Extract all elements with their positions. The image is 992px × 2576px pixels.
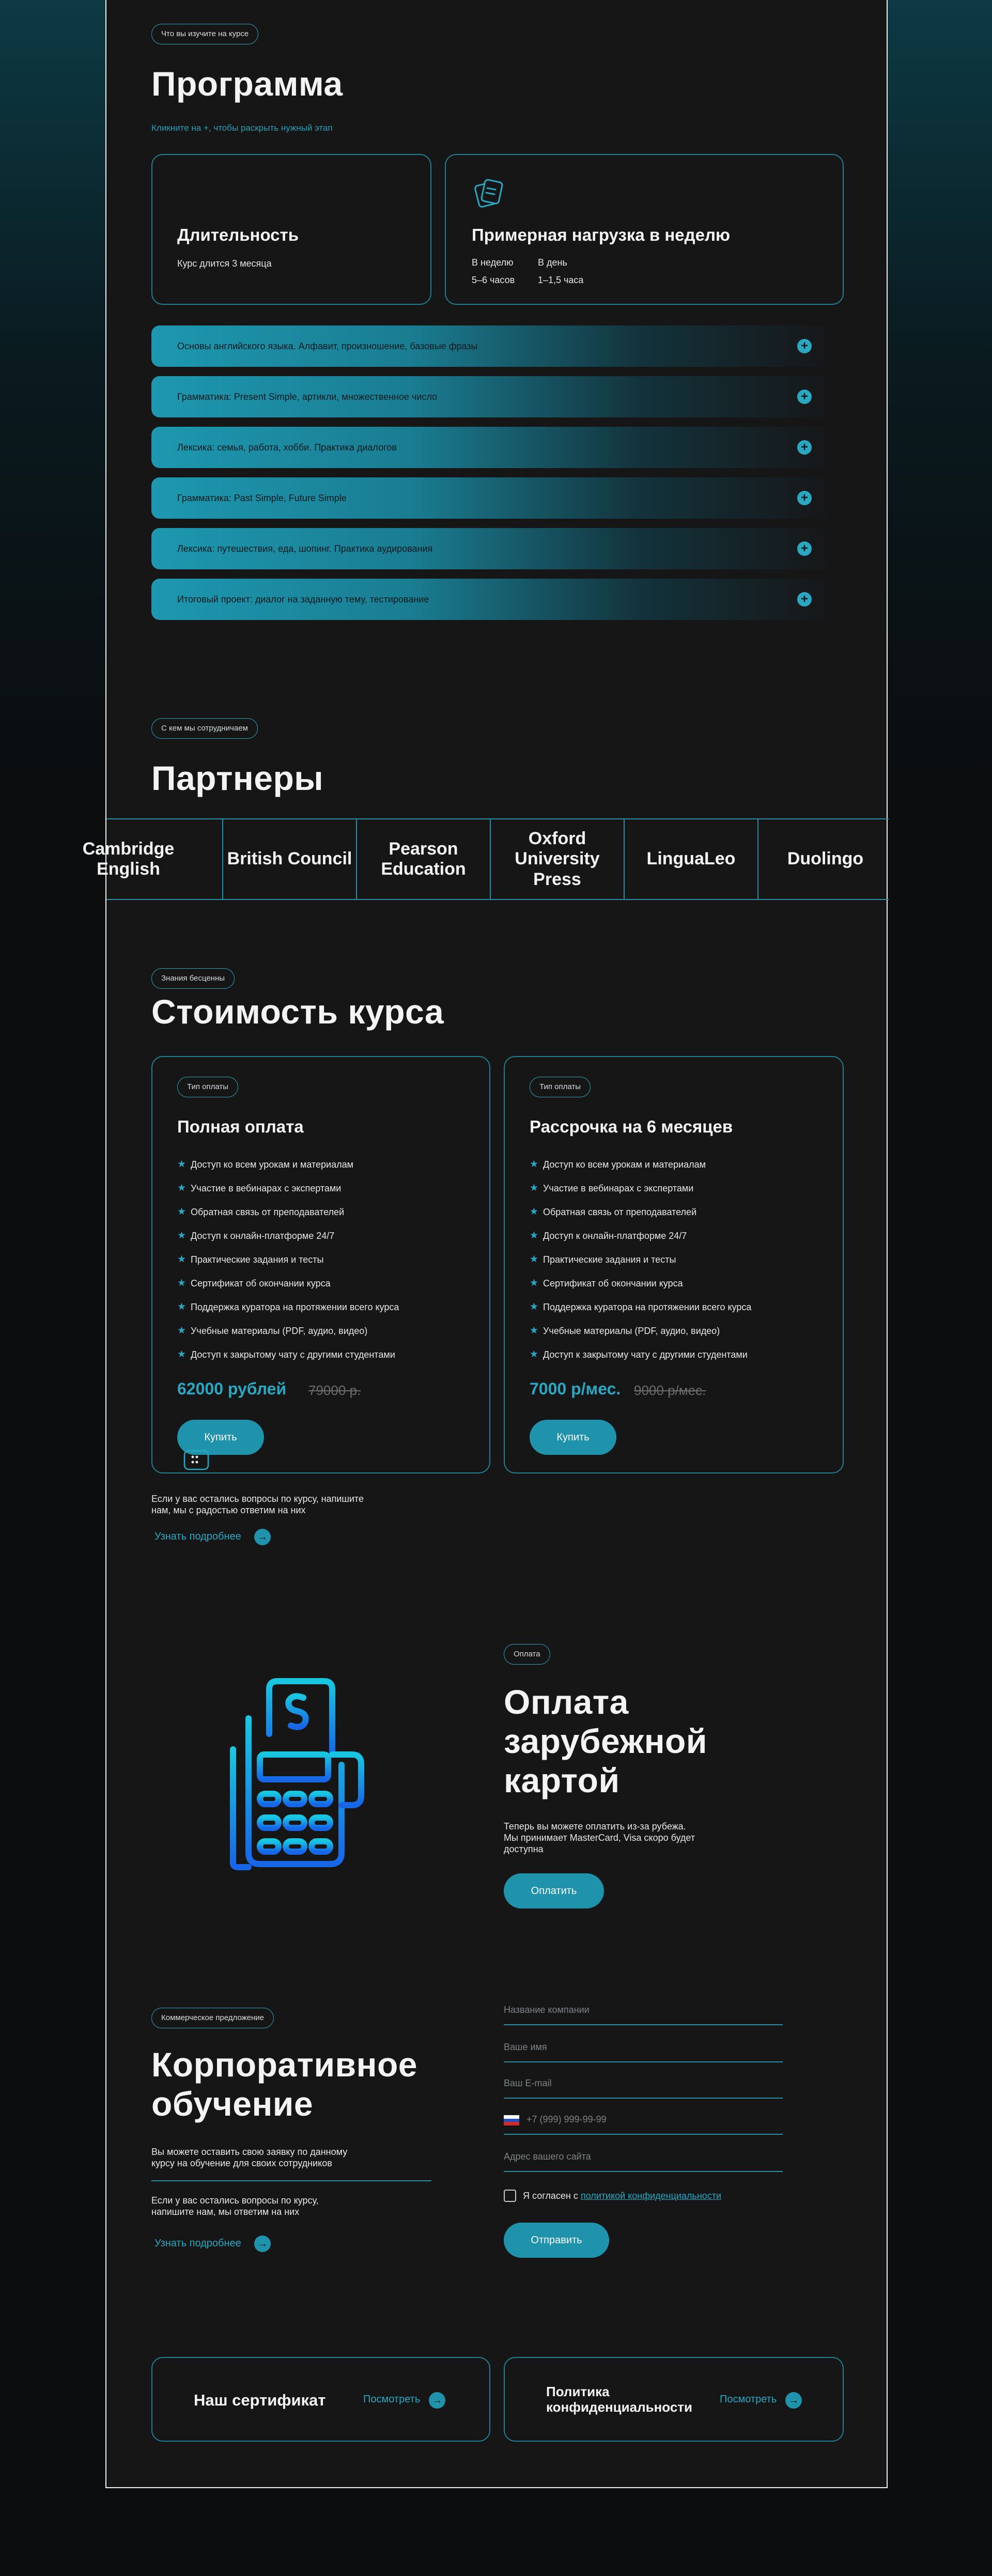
- plan-old-price: 79000 р.: [308, 1383, 361, 1398]
- load-week-value: 5–6 часов: [472, 275, 515, 285]
- plan-name: Полная оплата: [177, 1117, 304, 1136]
- submit-button[interactable]: Отправить: [504, 2223, 609, 2258]
- stage-1[interactable]: [151, 325, 833, 367]
- pricing-tag: Знания бесценны: [151, 968, 235, 989]
- partners-tag: С кем мы сотрудничаем: [151, 718, 258, 739]
- certificate-view-link[interactable]: Посмотреть: [363, 2394, 421, 2405]
- load-card: [445, 154, 844, 305]
- feature-item: ★ Поддержка куратора на протяжении всего курса: [177, 1301, 399, 1312]
- name-field[interactable]: [504, 2042, 783, 2062]
- feature-item: ★ Учебные материалы (PDF, аудио, видео): [530, 1325, 720, 1336]
- stage-label: Основы английского языка. Алфавит, произношение, базовые фразы: [177, 341, 478, 351]
- chat-icon: [182, 1450, 211, 1470]
- feature-item: ★ Сертификат об окончании курса: [177, 1278, 331, 1289]
- load-day-label: В день: [538, 257, 567, 268]
- arrow-right-icon[interactable]: →: [429, 2392, 445, 2409]
- partner-item: British Council: [223, 819, 357, 899]
- feature-item: ★ Обратная связь от преподавателей: [530, 1206, 697, 1217]
- plus-icon[interactable]: +: [797, 592, 812, 607]
- company-placeholder: Название компании: [504, 2005, 590, 2015]
- feature-item: ★ Учебные материалы (PDF, аудио, видео): [177, 1325, 368, 1336]
- feature-list: [530, 1158, 751, 1372]
- plan-price: 62000 рублей: [177, 1379, 287, 1398]
- russia-flag-icon[interactable]: [504, 2115, 519, 2125]
- corporate-question-text: Если у вас остались вопросы по курсу, напишите нам, мы ответим на них: [151, 2195, 319, 2217]
- star-icon: ★: [530, 1206, 539, 1217]
- plus-icon[interactable]: +: [797, 541, 812, 556]
- load-title: Примерная нагрузка в неделю: [472, 225, 731, 244]
- duration-title: Длительность: [177, 225, 299, 244]
- stage-label: Грамматика: Present Simple, артикли, множественное число: [177, 392, 438, 402]
- buy-button[interactable]: Купить: [530, 1420, 616, 1455]
- feature-item: ★ Доступ к закрытому чату с другими студентами: [177, 1349, 395, 1360]
- stage-label: Лексика: семья, работа, хобби. Практика диалогов: [177, 442, 397, 453]
- privacy-view-link[interactable]: Посмотреть: [720, 2394, 777, 2405]
- stage-3[interactable]: [151, 427, 833, 468]
- star-icon: ★: [177, 1301, 187, 1312]
- corporate-title: Корпоративное обучение: [151, 2045, 417, 2123]
- divider: [151, 2180, 431, 2181]
- star-icon: ★: [530, 1349, 539, 1360]
- partners-title: Партнеры: [151, 759, 324, 797]
- foreign-payment-text: Теперь вы можете оплатить из-за рубежа. Мы принимает MasterCard, Visa скоро будет доступна: [504, 1821, 695, 1854]
- foreign-payment-title: Оплата зарубежной картой: [504, 1683, 707, 1799]
- feature-item: ★ Доступ ко всем урокам и материалам: [177, 1159, 353, 1170]
- page-frame: [82, 0, 888, 2488]
- corporate-more-link[interactable]: Узнать подробнее: [154, 2238, 241, 2249]
- stage-label: Итоговый проект: диалог на заданную тему, тестирование: [177, 594, 429, 604]
- company-field[interactable]: [504, 2005, 783, 2025]
- phone-field[interactable]: [504, 2114, 783, 2135]
- plan-name: Рассрочка на 6 месяцев: [530, 1117, 733, 1136]
- partners-strip: [82, 818, 889, 900]
- feature-item: ★ Практические задания и тесты: [177, 1254, 324, 1265]
- privacy-policy-link[interactable]: политикой конфиденциальности: [580, 2191, 722, 2201]
- duration-card: [151, 154, 431, 305]
- load-week-label: В неделю: [472, 257, 514, 268]
- buy-button[interactable]: Купить: [177, 1420, 264, 1455]
- star-icon: ★: [530, 1278, 539, 1289]
- plus-icon[interactable]: +: [797, 390, 812, 404]
- star-icon: ★: [177, 1325, 187, 1336]
- program-title: Программа: [151, 65, 343, 103]
- privacy-title: Политика конфиденциальности: [546, 2384, 693, 2415]
- star-icon: ★: [530, 1183, 539, 1193]
- documents-icon: [472, 177, 506, 211]
- corporate-text: Вы можете оставить свою заявку по данному курсу на обучение для своих сотрудников: [151, 2147, 348, 2168]
- corporate-tag: Коммерческое предложение: [151, 2008, 274, 2028]
- arrow-right-icon[interactable]: →: [254, 1529, 271, 1545]
- name-placeholder: Ваше имя: [504, 2042, 547, 2052]
- feature-item: ★ Практические задания и тесты: [530, 1254, 676, 1265]
- stage-label: Грамматика: Past Simple, Future Simple: [177, 493, 347, 503]
- foreign-payment-tag: Оплата: [504, 1644, 550, 1665]
- phone-placeholder: +7 (999) 999-99-99: [526, 2114, 607, 2124]
- arrow-right-icon[interactable]: →: [254, 2236, 271, 2252]
- pay-button[interactable]: Оплатить: [504, 1873, 604, 1908]
- site-placeholder: Адрес вашего сайта: [504, 2151, 591, 2162]
- plus-icon[interactable]: +: [797, 339, 812, 353]
- feature-item: ★ Обратная связь от преподавателей: [177, 1206, 345, 1217]
- star-icon: ★: [530, 1301, 539, 1312]
- feature-list: [177, 1158, 399, 1372]
- stage-4[interactable]: [151, 477, 833, 519]
- partner-item: Pearson Education: [357, 819, 491, 899]
- load-day-value: 1–1,5 часа: [538, 275, 584, 285]
- partner-item: Cambridge English: [51, 819, 223, 899]
- star-icon: ★: [177, 1230, 187, 1241]
- star-icon: ★: [530, 1254, 539, 1265]
- star-icon: ★: [177, 1183, 187, 1193]
- consent-label: Я согласен с политикой конфиденциальности: [523, 2191, 722, 2201]
- consent-checkbox[interactable]: [504, 2190, 516, 2202]
- star-icon: ★: [177, 1278, 187, 1289]
- plus-icon[interactable]: +: [797, 440, 812, 455]
- pricing-question-text: Если у вас остались вопросы по курсу, напишите нам, мы с радостью ответим на них: [151, 1494, 364, 1515]
- email-field[interactable]: [504, 2078, 783, 2099]
- payment-terminal-icon: [202, 1677, 401, 1873]
- plus-icon[interactable]: +: [797, 491, 812, 505]
- email-placeholder: Ваш E-mail: [504, 2078, 552, 2088]
- partner-item: Oxford University Press: [491, 819, 625, 899]
- program-tag: Что вы изучите на курсе: [151, 24, 258, 44]
- duration-text: Курс длится 3 месяца: [177, 258, 272, 269]
- feature-item: ★ Доступ к онлайн-платформе 24/7: [177, 1230, 335, 1241]
- plan-old-price: 9000 р/мес.: [634, 1383, 706, 1398]
- star-icon: ★: [177, 1206, 187, 1217]
- site-field[interactable]: [504, 2151, 783, 2172]
- stage-5[interactable]: [151, 528, 833, 569]
- partner-item: Duolingo: [787, 849, 864, 869]
- star-icon: ★: [177, 1159, 187, 1170]
- star-icon: ★: [530, 1230, 539, 1241]
- feature-item: ★ Участие в вебинарах с экспертами: [530, 1183, 694, 1193]
- stage-6[interactable]: [151, 579, 833, 620]
- stage-label: Лексика: путешествия, еда, шопинг. Практика аудирования: [177, 544, 433, 554]
- feature-item: ★ Сертификат об окончании курса: [530, 1278, 683, 1289]
- feature-item: ★ Поддержка куратора на протяжении всего курса: [530, 1301, 752, 1312]
- partner-item: LinguaLeo: [625, 819, 758, 899]
- plan-card-installment: [504, 1056, 844, 1473]
- star-icon: ★: [177, 1254, 187, 1265]
- stage-2[interactable]: [151, 376, 833, 417]
- star-icon: ★: [530, 1159, 539, 1170]
- arrow-right-icon[interactable]: →: [785, 2392, 802, 2409]
- feature-item: ★ Доступ к закрытому чату с другими студентами: [530, 1349, 748, 1360]
- plan-type-tag: Тип оплаты: [530, 1077, 591, 1097]
- pricing-title: Стоимость курса: [151, 992, 444, 1031]
- certificate-card[interactable]: [151, 2357, 490, 2442]
- plan-type-tag: Тип оплаты: [177, 1077, 238, 1097]
- star-icon: ★: [177, 1349, 187, 1360]
- star-icon: ★: [530, 1325, 539, 1336]
- feature-item: ★ Доступ к онлайн-платформе 24/7: [530, 1230, 687, 1241]
- pricing-more-link[interactable]: Узнать подробнее: [154, 1531, 241, 1542]
- privacy-card[interactable]: [504, 2357, 844, 2442]
- plan-price: 7000 р/мес.: [530, 1379, 621, 1398]
- feature-item: ★ Доступ ко всем урокам и материалам: [530, 1159, 706, 1170]
- program-hint: Кликните на +, чтобы раскрыть нужный этап: [151, 123, 333, 133]
- feature-item: ★ Участие в вебинарах с экспертами: [177, 1183, 342, 1193]
- plan-card-full: [151, 1056, 490, 1473]
- certificate-title: Наш сертификат: [194, 2391, 326, 2409]
